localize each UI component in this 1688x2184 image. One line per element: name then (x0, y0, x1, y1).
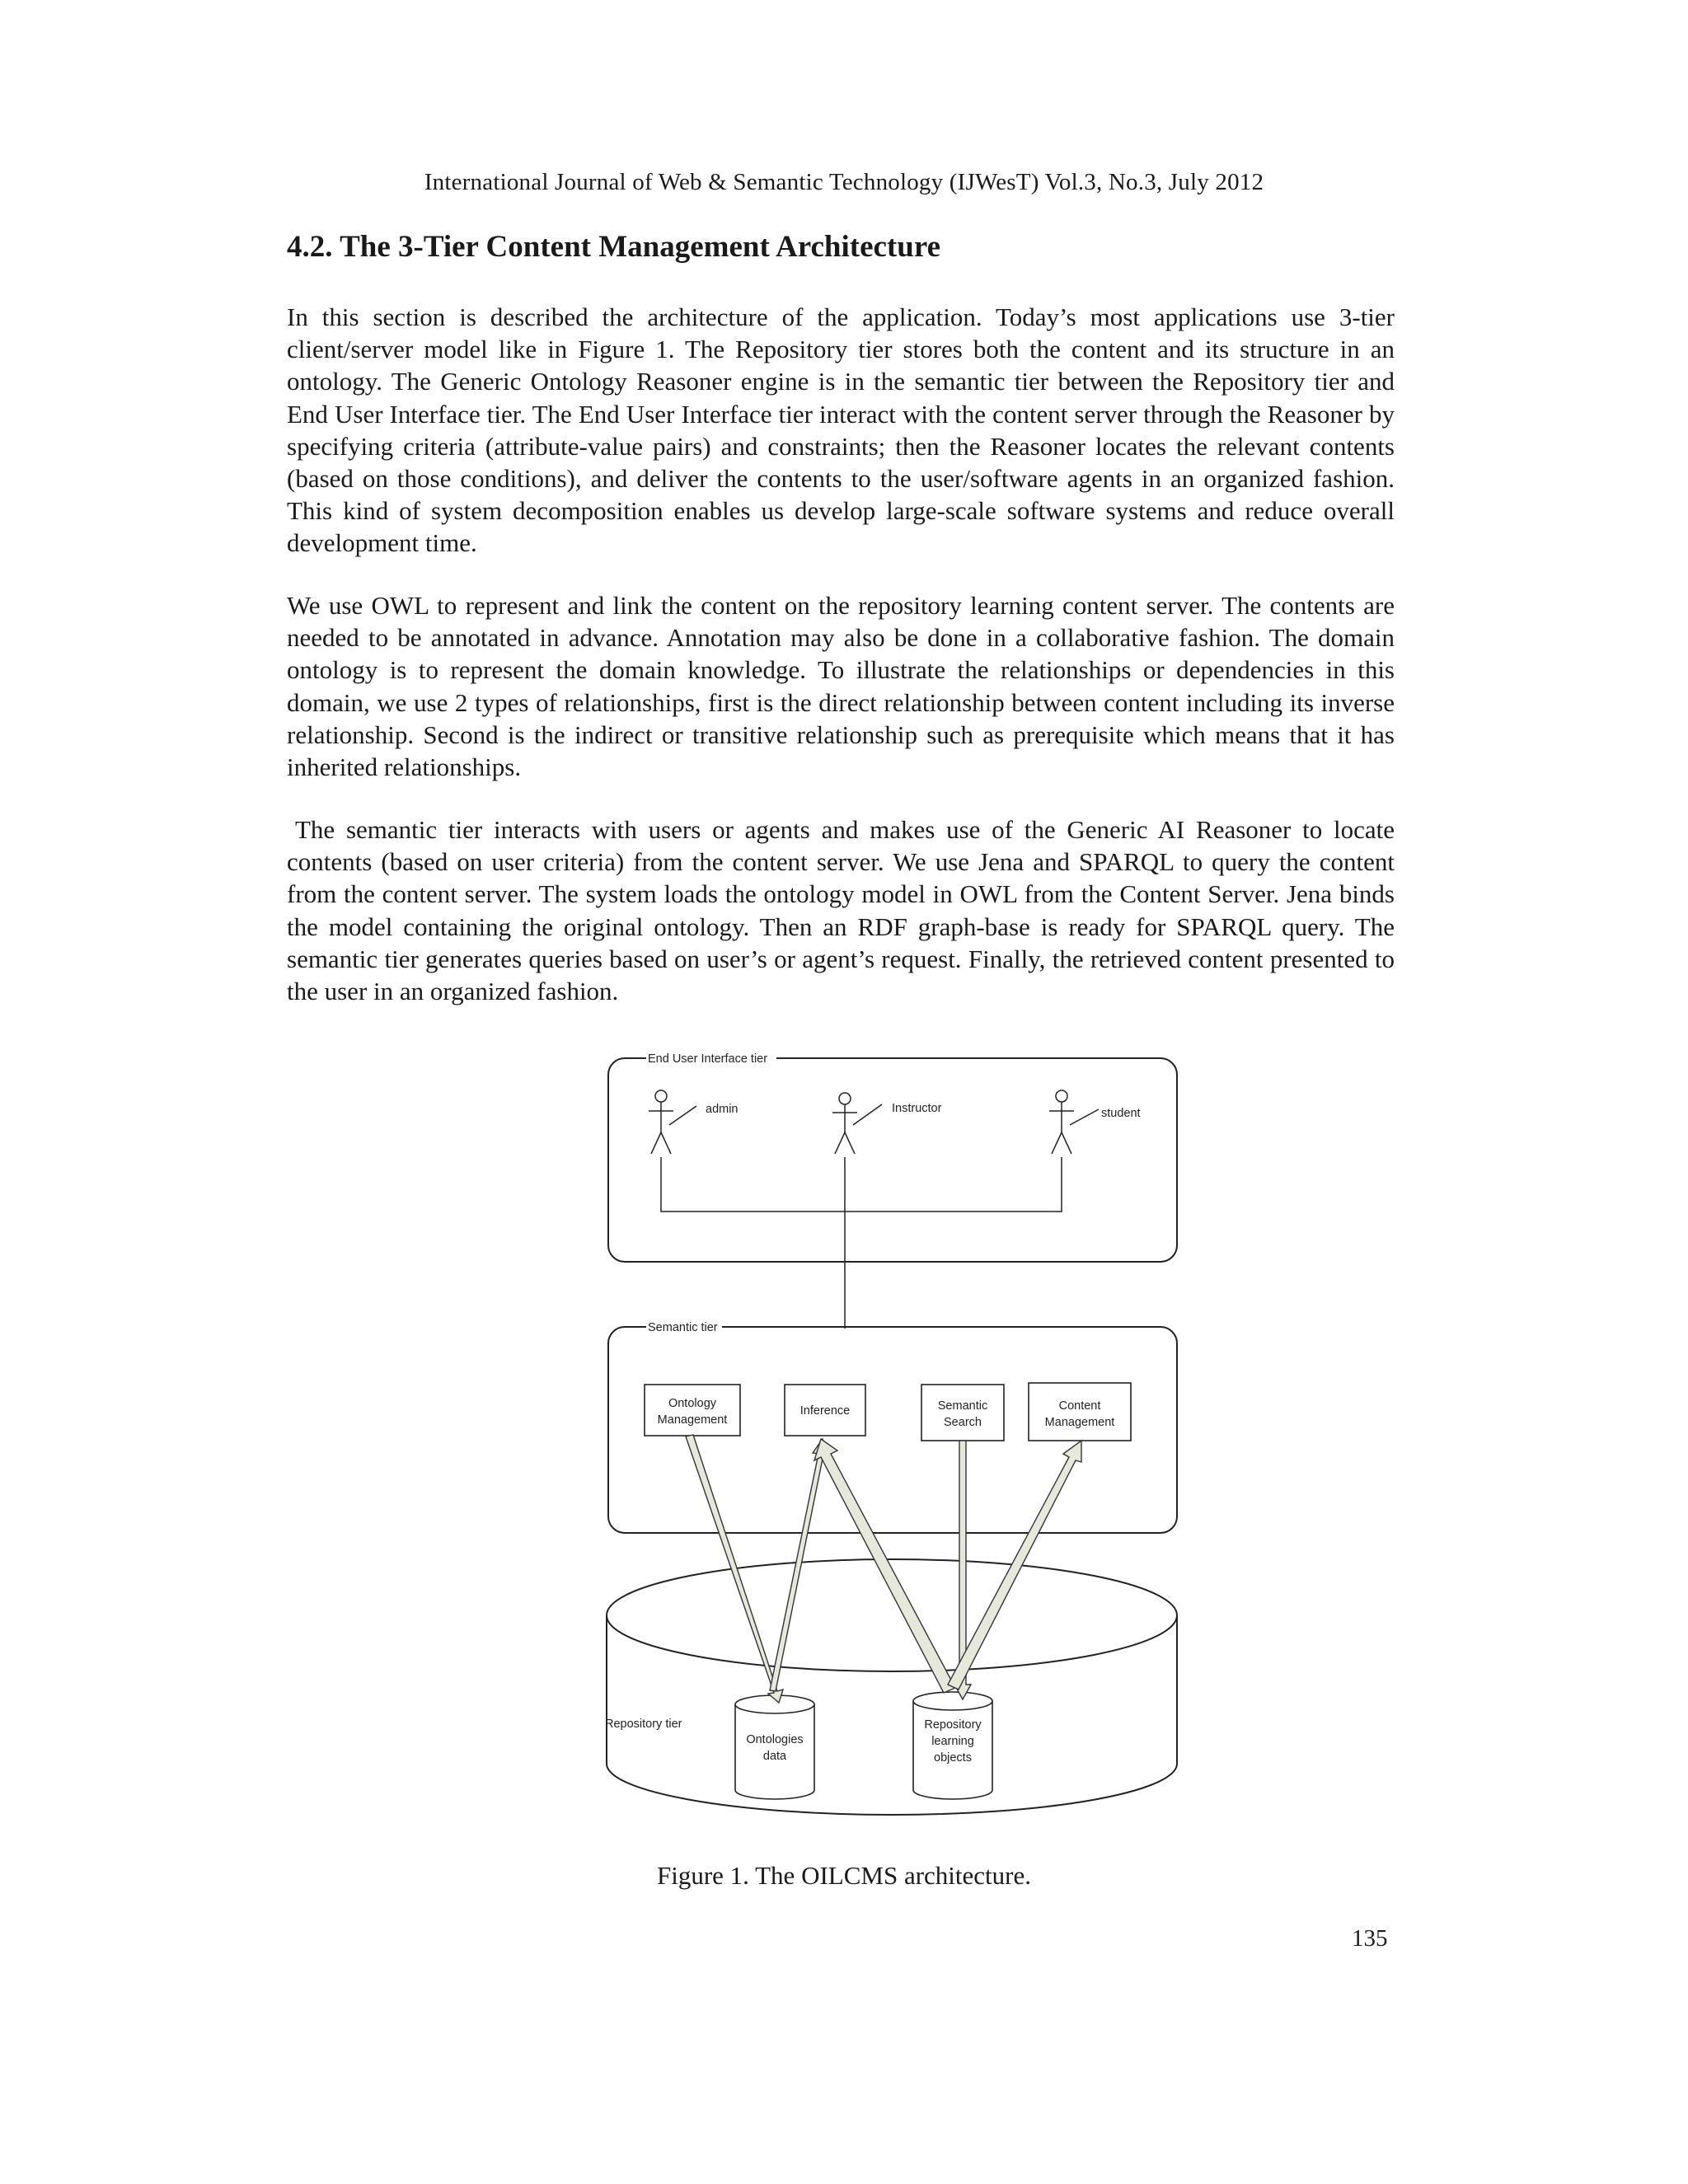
inference-label: Inference (799, 1404, 851, 1418)
semantic-search-box (921, 1385, 1004, 1441)
actor-admin (649, 1090, 696, 1154)
ontologies-data-label-1: Ontologies (746, 1733, 804, 1746)
paragraph-3: The semantic tier interacts with users or agents and makes use of the Generic AI Reasoner to locate contents (based on user criteria) from the content server. We use Jena and SPARQL to query the content from the content server. The system loads the ontology model in OWL from the Content Server. Jena binds the model containing the original ontology. Then an RDF graph-base is ready for SPARQL query. The semantic tier generates queries based on user’s or agent’s request. Finally, the retrieved content presented to the user in an organized fashion. (287, 815, 1395, 1006)
repository-learning-objects-label-1: Repository (924, 1718, 982, 1732)
section-title: 4.2. The 3-Tier Content Management Architecture (287, 230, 941, 264)
architecture-figure (593, 1047, 1187, 1838)
actor-student (1049, 1090, 1099, 1154)
content-management-label-1: Content (1058, 1399, 1101, 1413)
end-user-tier-box (608, 1058, 1177, 1262)
ontology-management-label-2: Management (657, 1413, 728, 1427)
actor-label-student: student (1101, 1107, 1141, 1120)
repository-tier-label: Repository tier (605, 1718, 682, 1731)
actor-connector (661, 1157, 1062, 1329)
journal-header: International Journal of Web & Semantic Technology (IJWesT) Vol.3, No.3, July 2012 (424, 169, 1264, 195)
semantic-search-label-2: Search (944, 1416, 982, 1429)
semantic-search-label-1: Semantic (937, 1399, 988, 1413)
paragraph-2: We use OWL to represent and link the content on the repository learning content server. The contents are needed to be annotated in advance. Annotation may also be done in a collaborative fashion. The domain ontology is to represent the domain knowledge. To illustrate the relationships or dependencies in this domain, we use 2 types of relationships, first is the direct relationship between content including its inverse relationship. Second is the indirect or transitive relationship such as prerequisite which means that it has inherited relationships. (287, 591, 1395, 782)
ontology-management-box (645, 1385, 740, 1436)
repository-tier-cylinder (607, 1559, 1177, 1815)
ontologies-data-label-2: data (762, 1750, 787, 1763)
ontologies-data-store (735, 1695, 814, 1799)
paragraph-1: In this section is described the architecture of the application. Today’s most applications use 3-tier client/server model like in Figure 1. The Repository tier stores both the content and its structure in an ontology. The Generic Ontology Reasoner engine is in the semantic tier between the Repository tier and End User Interface tier. The End User Interface tier interact with the content server through the Reasoner by specifying criteria (attribute-value pairs) and constraints; then the Reasoner locates the relevant contents (based on those conditions), and deliver the contents to the user/software agents in an organized fashion. This kind of system decomposition enables us develop large-scale software systems and reduce overall development time. (287, 302, 1395, 558)
content-management-label-2: Management (1044, 1416, 1115, 1429)
actor-label-instructor: Instructor (892, 1102, 942, 1115)
actor-label-admin: admin (706, 1103, 738, 1116)
repository-learning-objects-label-3: objects (934, 1751, 972, 1765)
end-user-tier-label: End User Interface tier (648, 1052, 768, 1066)
actor-instructor (832, 1093, 882, 1154)
architecture-diagram (593, 1047, 1187, 1838)
page-number: 135 (1352, 1925, 1388, 1952)
ontology-management-label-1: Ontology (668, 1397, 717, 1410)
figure-caption: Figure 1. The OILCMS architecture. (657, 1861, 1031, 1890)
repository-learning-objects-label-2: learning (931, 1735, 974, 1748)
semantic-tier-label: Semantic tier (648, 1321, 718, 1334)
